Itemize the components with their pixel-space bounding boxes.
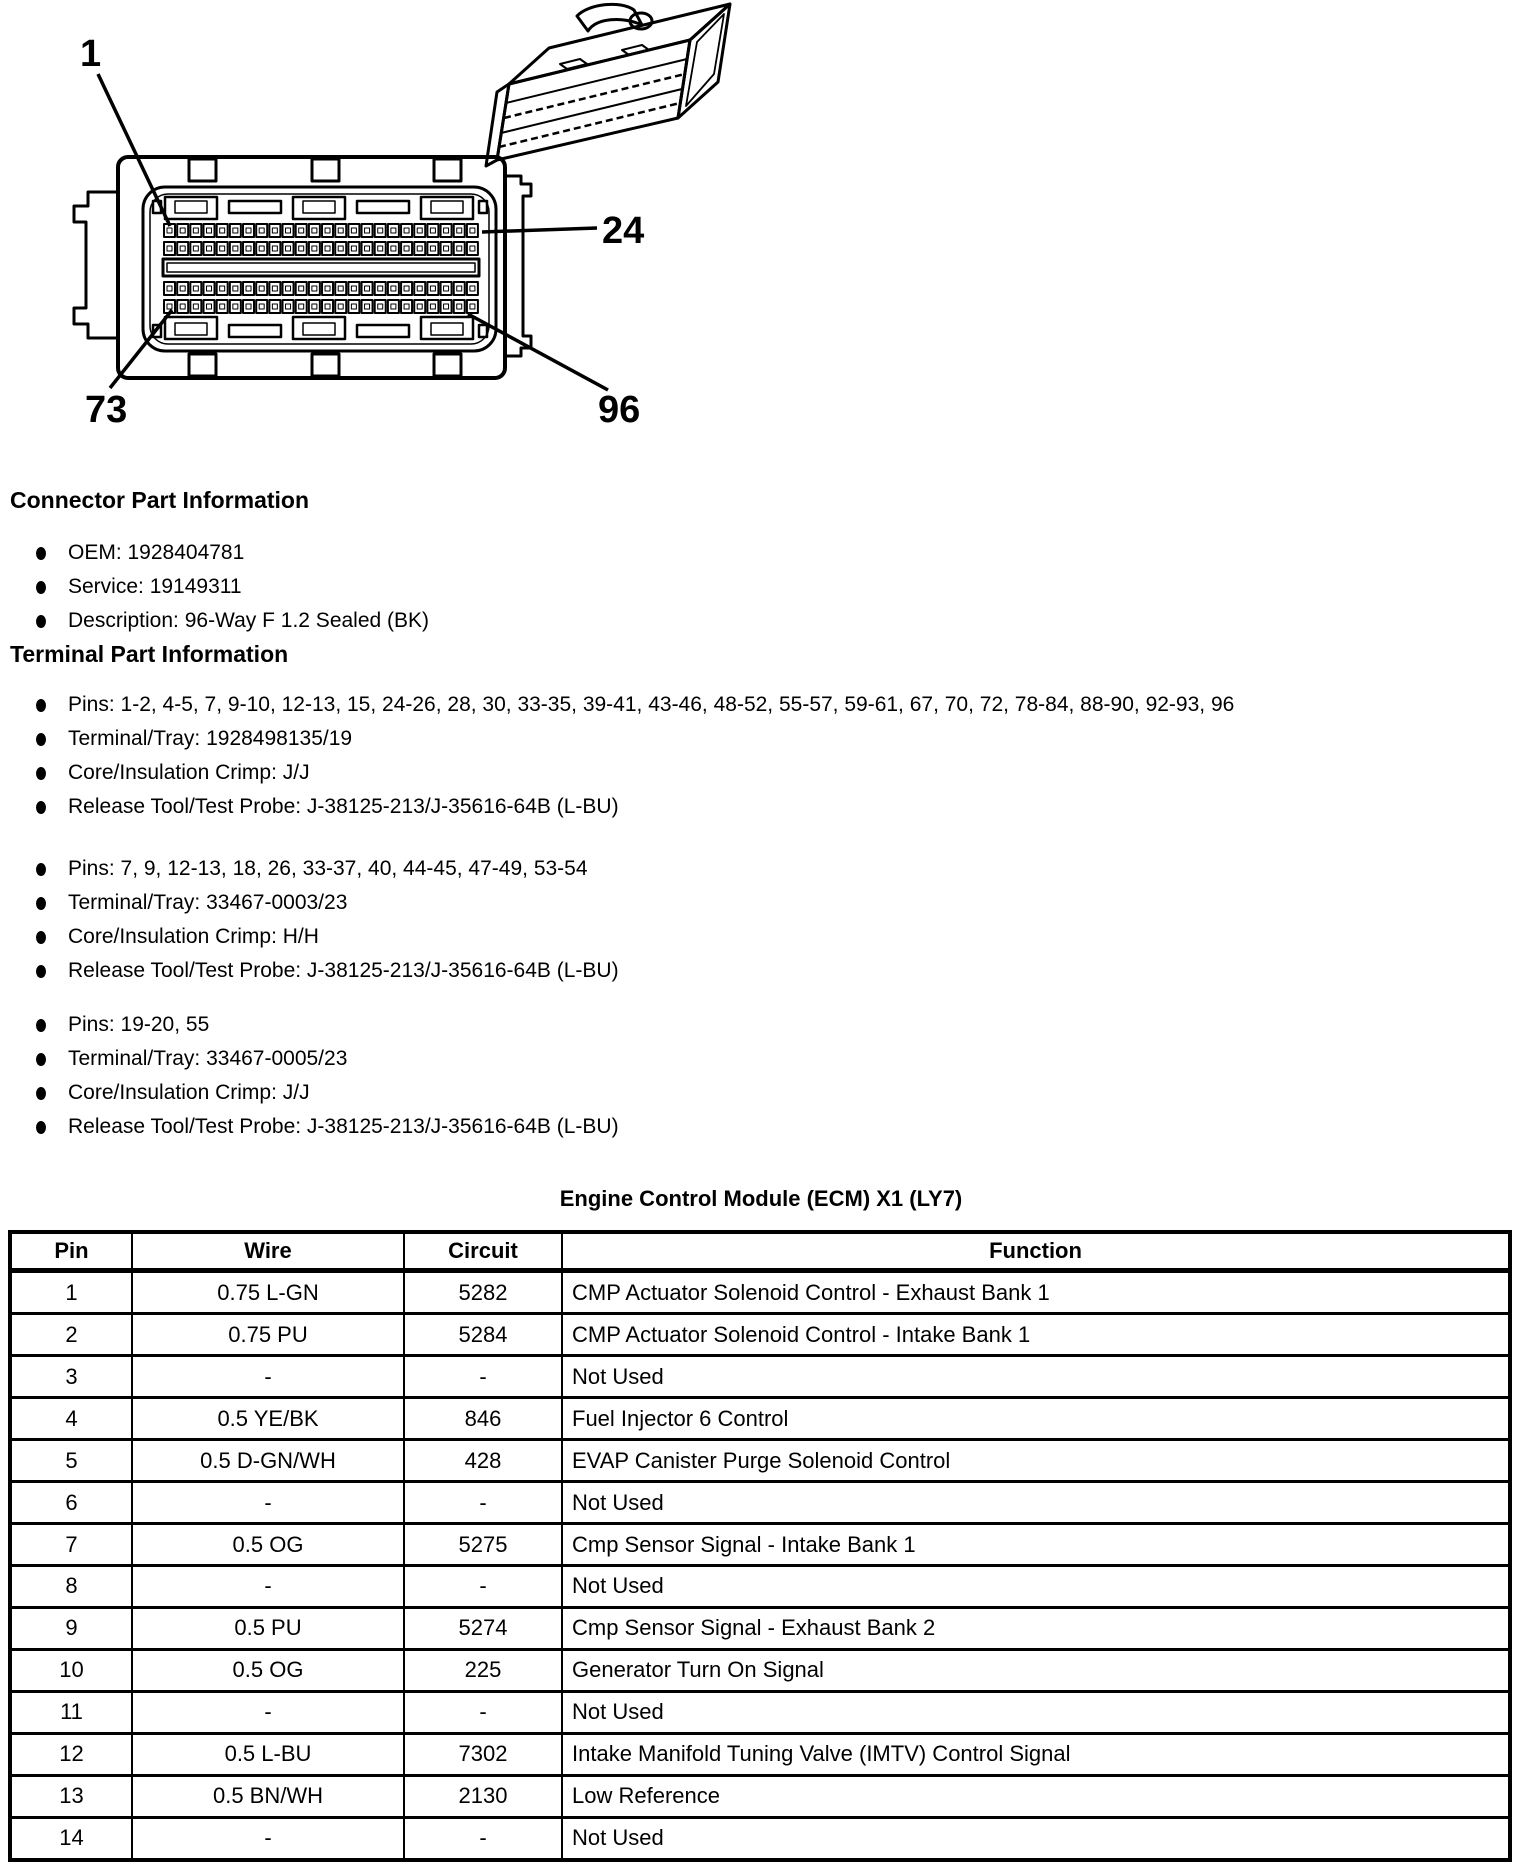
circuit-cell: 5274 <box>404 1607 562 1649</box>
terminal-group-2 <box>10 852 1500 988</box>
pin-cell: 7 <box>10 1524 132 1566</box>
wire-cell: 0.5 PU <box>132 1607 404 1649</box>
column-header-wire: Wire <box>132 1232 404 1271</box>
table-row <box>10 1482 1510 1524</box>
pin-cell: 10 <box>10 1649 132 1691</box>
bullet-item: Release Tool/Test Probe: J-38125-213/J-35616-64B (L-BU) <box>10 790 1500 824</box>
pin-cell: 5 <box>10 1440 132 1482</box>
bullet-item: Pins: 1-2, 4-5, 7, 9-10, 12-13, 15, 24-26, 28, 30, 33-35, 39-41, 43-46, 48-52, 55-57, 59-61, 67, 70, 72, 78-84, 88-90, 92-93, 96 <box>10 688 1500 722</box>
circuit-cell: - <box>404 1482 562 1524</box>
function-cell: Not Used <box>562 1482 1510 1524</box>
column-header-circuit: Circuit <box>404 1232 562 1271</box>
function-cell: Fuel Injector 6 Control <box>562 1398 1510 1440</box>
keying-band-bottom <box>153 317 487 339</box>
pin-cell: 13 <box>10 1775 132 1817</box>
function-cell: Cmp Sensor Signal - Exhaust Bank 2 <box>562 1607 1510 1649</box>
bullet-item: Release Tool/Test Probe: J-38125-213/J-35616-64B (L-BU) <box>10 954 1500 988</box>
column-header-pin: Pin <box>10 1232 132 1271</box>
table-row <box>10 1314 1510 1356</box>
bullet-item: Service: 19149311 <box>10 570 1500 604</box>
ecm-pinout-table <box>8 1230 1512 1862</box>
function-cell: CMP Actuator Solenoid Control - Intake Bank 1 <box>562 1314 1510 1356</box>
function-cell: Cmp Sensor Signal - Intake Bank 1 <box>562 1524 1510 1566</box>
function-cell: EVAP Canister Purge Solenoid Control <box>562 1440 1510 1482</box>
wire-cell: - <box>132 1566 404 1608</box>
keying-band-top <box>153 197 487 219</box>
pin-cell: 12 <box>10 1733 132 1775</box>
pin-cell: 14 <box>10 1817 132 1860</box>
connector-part-info-list <box>10 536 1500 638</box>
wire-cell: - <box>132 1817 404 1860</box>
table-header-row <box>10 1232 1510 1271</box>
bullet-item: Pins: 7, 9, 12-13, 18, 26, 33-37, 40, 44-45, 47-49, 53-54 <box>10 852 1500 886</box>
circuit-cell: - <box>404 1356 562 1398</box>
table-row <box>10 1524 1510 1566</box>
table-row <box>10 1775 1510 1817</box>
table-row <box>10 1356 1510 1398</box>
wire-cell: 0.5 YE/BK <box>132 1398 404 1440</box>
bullet-item: OEM: 1928404781 <box>10 536 1500 570</box>
function-cell: Generator Turn On Signal <box>562 1649 1510 1691</box>
circuit-cell: 7302 <box>404 1733 562 1775</box>
circuit-cell: 2130 <box>404 1775 562 1817</box>
wire-cell: 0.5 OG <box>132 1524 404 1566</box>
pin-cell: 3 <box>10 1356 132 1398</box>
table-row <box>10 1566 1510 1608</box>
function-cell: Not Used <box>562 1691 1510 1733</box>
bullet-item: Release Tool/Test Probe: J-38125-213/J-35616-64B (L-BU) <box>10 1110 1500 1144</box>
wire-cell: - <box>132 1691 404 1733</box>
wire-cell: 0.5 L-BU <box>132 1733 404 1775</box>
wire-cell: 0.5 OG <box>132 1649 404 1691</box>
bullet-item: Core/Insulation Crimp: J/J <box>10 756 1500 790</box>
table-row <box>10 1607 1510 1649</box>
circuit-cell: 846 <box>404 1398 562 1440</box>
wire-cell: 0.5 D-GN/WH <box>132 1440 404 1482</box>
connector-part-info-heading: Connector Part Information <box>10 487 310 513</box>
circuit-cell: 225 <box>404 1649 562 1691</box>
connector-diagram <box>0 0 760 430</box>
wire-cell: 0.75 L-GN <box>132 1271 404 1314</box>
terminal-part-info-heading: Terminal Part Information <box>10 641 289 667</box>
wire-cell: - <box>132 1482 404 1524</box>
pin-cell: 11 <box>10 1691 132 1733</box>
function-cell: Not Used <box>562 1566 1510 1608</box>
table-row <box>10 1733 1510 1775</box>
pin-cell: 9 <box>10 1607 132 1649</box>
circuit-cell: - <box>404 1817 562 1860</box>
pin-cell: 6 <box>10 1482 132 1524</box>
table-row <box>10 1817 1510 1860</box>
circuit-cell: 5284 <box>404 1314 562 1356</box>
bullet-item: Terminal/Tray: 33467-0003/23 <box>10 886 1500 920</box>
terminal-grid <box>164 224 478 313</box>
wire-cell: - <box>132 1356 404 1398</box>
circuit-cell: 5282 <box>404 1271 562 1314</box>
pin-73-label: 73 <box>85 389 128 430</box>
table-row <box>10 1398 1510 1440</box>
circuit-cell: 5275 <box>404 1524 562 1566</box>
bullet-item: Core/Insulation Crimp: J/J <box>10 1076 1500 1110</box>
table-title: Engine Control Module (ECM) X1 (LY7) <box>559 1186 963 1211</box>
bullet-item: Pins: 19-20, 55 <box>10 1008 1500 1042</box>
bullet-item: Description: 96-Way F 1.2 Sealed (BK) <box>10 604 1500 638</box>
circuit-cell: - <box>404 1691 562 1733</box>
table-row <box>10 1271 1510 1314</box>
connector-3d-view <box>486 4 730 166</box>
pin-cell: 1 <box>10 1271 132 1314</box>
pin-cell: 2 <box>10 1314 132 1356</box>
bullet-item: Terminal/Tray: 1928498135/19 <box>10 722 1500 756</box>
bullet-item: Core/Insulation Crimp: H/H <box>10 920 1500 954</box>
terminal-group-3 <box>10 1008 1500 1144</box>
function-cell: Intake Manifold Tuning Valve (IMTV) Control Signal <box>562 1733 1510 1775</box>
pin-cell: 4 <box>10 1398 132 1440</box>
column-header-function: Function <box>562 1232 1510 1271</box>
terminal-group-1 <box>10 688 1500 824</box>
function-cell: Low Reference <box>562 1775 1510 1817</box>
circuit-cell: 428 <box>404 1440 562 1482</box>
pin-cell: 8 <box>10 1566 132 1608</box>
wire-cell: 0.75 PU <box>132 1314 404 1356</box>
bullet-item: Terminal/Tray: 33467-0005/23 <box>10 1042 1500 1076</box>
pin-1-label: 1 <box>80 33 102 75</box>
table-row <box>10 1440 1510 1482</box>
function-cell: CMP Actuator Solenoid Control - Exhaust Bank 1 <box>562 1271 1510 1314</box>
circuit-cell: - <box>404 1566 562 1608</box>
function-cell: Not Used <box>562 1817 1510 1860</box>
pin-24-label: 24 <box>602 210 645 252</box>
function-cell: Not Used <box>562 1356 1510 1398</box>
table-body <box>10 1271 1510 1861</box>
table-row <box>10 1691 1510 1733</box>
wire-cell: 0.5 BN/WH <box>132 1775 404 1817</box>
table-row <box>10 1649 1510 1691</box>
pin-96-label: 96 <box>598 389 641 430</box>
